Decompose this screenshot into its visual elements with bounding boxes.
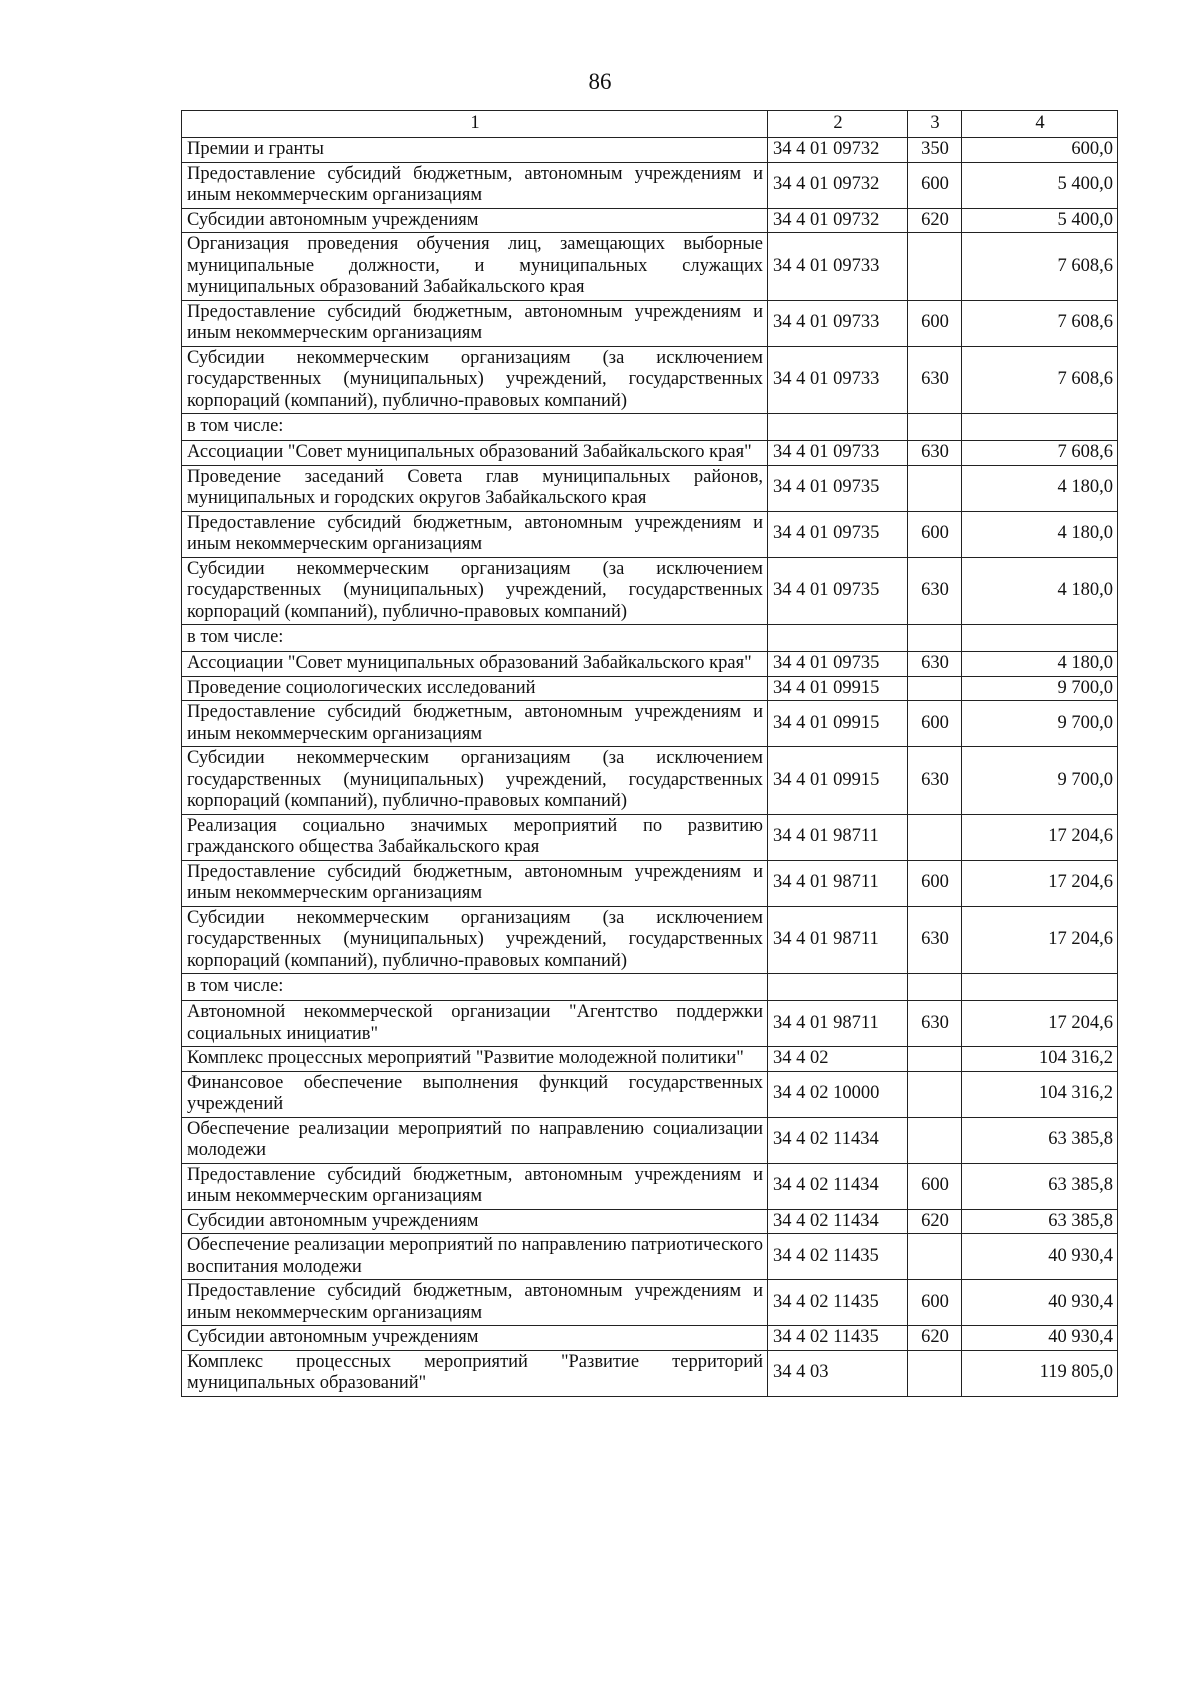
row-type: [908, 1350, 962, 1396]
row-type: 630: [908, 441, 962, 466]
row-type: 600: [908, 162, 962, 208]
row-amount: 9 700,0: [962, 701, 1118, 747]
table-row: [182, 906, 1118, 974]
row-amount: 5 400,0: [962, 208, 1118, 233]
row-code: [768, 625, 908, 652]
row-amount: 7 608,6: [962, 346, 1118, 414]
table-row: [182, 1350, 1118, 1396]
table-row: [182, 701, 1118, 747]
row-amount: 17 204,6: [962, 906, 1118, 974]
table-row: [182, 814, 1118, 860]
row-amount: 4 180,0: [962, 465, 1118, 511]
row-name: в том числе:: [182, 974, 768, 1001]
row-name: в том числе:: [182, 414, 768, 441]
row-name: Предоставление субсидий бюджетным, автономным учреждениям и иным некоммерческим организациям: [182, 701, 768, 747]
budget-table: [181, 110, 1118, 1397]
row-amount: 4 180,0: [962, 652, 1118, 677]
row-code: [768, 974, 908, 1001]
table-row: [182, 557, 1118, 625]
row-code: 34 4 01 09915: [768, 747, 908, 815]
row-name: Субсидии автономным учреждениям: [182, 1326, 768, 1351]
row-name: Субсидии некоммерческим организациям (за исключением государственных (муниципальных) учреждений, государственных корпораций (компаний), публично-правовых компаний): [182, 557, 768, 625]
row-amount: 7 608,6: [962, 300, 1118, 346]
row-amount: 5 400,0: [962, 162, 1118, 208]
table-row: [182, 747, 1118, 815]
row-amount: 4 180,0: [962, 557, 1118, 625]
table-row: [182, 300, 1118, 346]
row-name: Ассоциации "Совет муниципальных образований Забайкальского края": [182, 652, 768, 677]
table-row: [182, 208, 1118, 233]
row-amount: 17 204,6: [962, 860, 1118, 906]
row-type: 630: [908, 747, 962, 815]
table-row: [182, 625, 1118, 652]
row-code: 34 4 01 09733: [768, 441, 908, 466]
row-type: 600: [908, 300, 962, 346]
row-amount: 17 204,6: [962, 814, 1118, 860]
row-amount: 4 180,0: [962, 511, 1118, 557]
row-code: 34 4 01 09735: [768, 652, 908, 677]
row-code: 34 4 01 09732: [768, 138, 908, 163]
table-row: [182, 511, 1118, 557]
row-type: [908, 465, 962, 511]
row-type: 620: [908, 1326, 962, 1351]
row-amount: 600,0: [962, 138, 1118, 163]
row-amount: 40 930,4: [962, 1326, 1118, 1351]
table-row: [182, 1047, 1118, 1072]
row-code: 34 4 02: [768, 1047, 908, 1072]
row-amount: 63 385,8: [962, 1163, 1118, 1209]
row-code: 34 4 02 11435: [768, 1234, 908, 1280]
row-type: 600: [908, 511, 962, 557]
row-name: Обеспечение реализации мероприятий по направлению патриотического воспитания молодежи: [182, 1234, 768, 1280]
row-code: 34 4 01 09735: [768, 557, 908, 625]
table-row: [182, 1001, 1118, 1047]
row-type: 600: [908, 1280, 962, 1326]
row-type: [908, 974, 962, 1001]
table-row: [182, 233, 1118, 301]
row-type: 630: [908, 557, 962, 625]
row-amount: 7 608,6: [962, 233, 1118, 301]
row-amount: 9 700,0: [962, 676, 1118, 701]
row-amount: 63 385,8: [962, 1117, 1118, 1163]
row-type: 620: [908, 1209, 962, 1234]
row-amount: 104 316,2: [962, 1047, 1118, 1072]
table-row: [182, 1163, 1118, 1209]
row-amount: 7 608,6: [962, 441, 1118, 466]
table-row: [182, 676, 1118, 701]
row-name: Предоставление субсидий бюджетным, автономным учреждениям и иным некоммерческим организациям: [182, 1163, 768, 1209]
row-code: 34 4 01 98711: [768, 860, 908, 906]
row-code: 34 4 01 09735: [768, 465, 908, 511]
row-name: Организация проведения обучения лиц, замещающих выборные муниципальные должности, и муниципальных служащих муниципальных образований Забайкальского края: [182, 233, 768, 301]
row-name: Предоставление субсидий бюджетным, автономным учреждениям и иным некоммерческим организациям: [182, 300, 768, 346]
row-name: Предоставление субсидий бюджетным, автономным учреждениям и иным некоммерческим организациям: [182, 511, 768, 557]
row-name: Предоставление субсидий бюджетным, автономным учреждениям и иным некоммерческим организациям: [182, 162, 768, 208]
table-row: [182, 414, 1118, 441]
row-type: 630: [908, 1001, 962, 1047]
table-row: [182, 974, 1118, 1001]
row-code: 34 4 01 09733: [768, 300, 908, 346]
row-name: Реализация социально значимых мероприятий по развитию гражданского общества Забайкальского края: [182, 814, 768, 860]
table-row: [182, 465, 1118, 511]
row-code: [768, 414, 908, 441]
row-amount: 119 805,0: [962, 1350, 1118, 1396]
row-type: [908, 625, 962, 652]
row-code: 34 4 02 11434: [768, 1163, 908, 1209]
row-name: Комплекс процессных мероприятий "Развитие территорий муниципальных образований": [182, 1350, 768, 1396]
header-row: [182, 111, 1118, 138]
row-type: 630: [908, 906, 962, 974]
row-name: Субсидии некоммерческим организациям (за исключением государственных (муниципальных) учреждений, государственных корпораций (компаний), публично-правовых компаний): [182, 346, 768, 414]
row-type: [908, 676, 962, 701]
row-amount: 17 204,6: [962, 1001, 1118, 1047]
row-code: 34 4 01 98711: [768, 906, 908, 974]
table-header: [182, 111, 1118, 138]
table-row: [182, 1071, 1118, 1117]
row-type: 600: [908, 860, 962, 906]
row-name: в том числе:: [182, 625, 768, 652]
row-type: [908, 233, 962, 301]
table-row: [182, 138, 1118, 163]
row-code: 34 4 02 11435: [768, 1280, 908, 1326]
table-row: [182, 162, 1118, 208]
row-code: 34 4 03: [768, 1350, 908, 1396]
row-type: 620: [908, 208, 962, 233]
row-amount: 9 700,0: [962, 747, 1118, 815]
column-header-name: 1: [182, 111, 768, 138]
row-type: [908, 1234, 962, 1280]
row-name: Комплекс процессных мероприятий "Развитие молодежной политики": [182, 1047, 768, 1072]
table-body: [182, 138, 1118, 1397]
row-type: 350: [908, 138, 962, 163]
row-code: 34 4 01 09733: [768, 233, 908, 301]
row-type: [908, 1117, 962, 1163]
row-type: [908, 414, 962, 441]
row-code: 34 4 02 10000: [768, 1071, 908, 1117]
row-amount: 40 930,4: [962, 1234, 1118, 1280]
column-header-code: 2: [768, 111, 908, 138]
row-code: 34 4 01 98711: [768, 1001, 908, 1047]
row-type: [908, 1071, 962, 1117]
row-name: Проведение социологических исследований: [182, 676, 768, 701]
row-type: [908, 1047, 962, 1072]
row-amount: [962, 625, 1118, 652]
row-type: 600: [908, 701, 962, 747]
row-code: 34 4 02 11434: [768, 1209, 908, 1234]
row-code: 34 4 02 11434: [768, 1117, 908, 1163]
table-row: [182, 1209, 1118, 1234]
table-row: [182, 652, 1118, 677]
row-name: Предоставление субсидий бюджетным, автономным учреждениям и иным некоммерческим организациям: [182, 1280, 768, 1326]
row-amount: [962, 974, 1118, 1001]
table-row: [182, 1326, 1118, 1351]
row-name: Проведение заседаний Совета глав муниципальных районов, муниципальных и городских округов Забайкальского края: [182, 465, 768, 511]
table-row: [182, 1234, 1118, 1280]
row-code: 34 4 01 09915: [768, 701, 908, 747]
row-name: Предоставление субсидий бюджетным, автономным учреждениям и иным некоммерческим организациям: [182, 860, 768, 906]
row-name: Обеспечение реализации мероприятий по направлению социализации молодежи: [182, 1117, 768, 1163]
table-row: [182, 1117, 1118, 1163]
row-type: 630: [908, 652, 962, 677]
table-row: [182, 346, 1118, 414]
row-amount: 40 930,4: [962, 1280, 1118, 1326]
row-type: [908, 814, 962, 860]
row-code: 34 4 01 09732: [768, 162, 908, 208]
row-name: Финансовое обеспечение выполнения функций государственных учреждений: [182, 1071, 768, 1117]
row-name: Ассоциации "Совет муниципальных образований Забайкальского края": [182, 441, 768, 466]
row-name: Субсидии автономным учреждениям: [182, 208, 768, 233]
row-code: 34 4 01 09732: [768, 208, 908, 233]
row-code: 34 4 01 09735: [768, 511, 908, 557]
row-code: 34 4 01 09733: [768, 346, 908, 414]
row-amount: 63 385,8: [962, 1209, 1118, 1234]
row-amount: [962, 414, 1118, 441]
row-code: 34 4 01 09915: [768, 676, 908, 701]
row-type: 600: [908, 1163, 962, 1209]
row-code: 34 4 01 98711: [768, 814, 908, 860]
row-name: Автономной некоммерческой организации "Агентство поддержки социальных инициатив": [182, 1001, 768, 1047]
row-name: Субсидии автономным учреждениям: [182, 1209, 768, 1234]
row-code: 34 4 02 11435: [768, 1326, 908, 1351]
row-type: 630: [908, 346, 962, 414]
row-amount: 104 316,2: [962, 1071, 1118, 1117]
table-row: [182, 860, 1118, 906]
table-row: [182, 441, 1118, 466]
page-number: 86: [588, 69, 612, 94]
column-header-amount: 4: [962, 111, 1118, 138]
row-name: Субсидии некоммерческим организациям (за исключением государственных (муниципальных) учреждений, государственных корпораций (компаний), публично-правовых компаний): [182, 906, 768, 974]
row-name: Субсидии некоммерческим организациям (за исключением государственных (муниципальных) учреждений, государственных корпораций (компаний), публично-правовых компаний): [182, 747, 768, 815]
row-name: Премии и гранты: [182, 138, 768, 163]
column-header-type: 3: [908, 111, 962, 138]
table-row: [182, 1280, 1118, 1326]
